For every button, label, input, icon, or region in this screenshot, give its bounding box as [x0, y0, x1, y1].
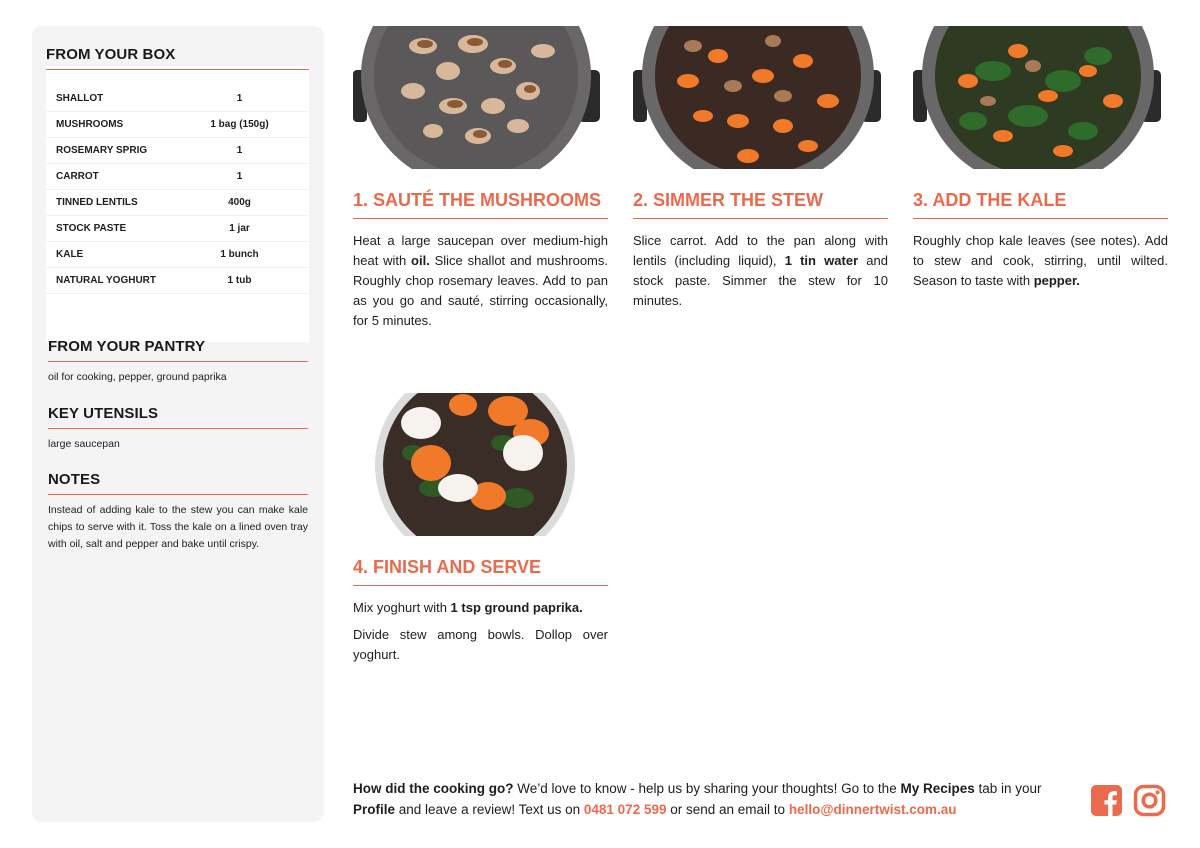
from-your-box-title-block — [46, 46, 309, 70]
ingredient-name: TINNED LENTILS — [56, 197, 138, 208]
ingredient-name: NATURAL YOGHURT — [56, 275, 156, 286]
ingredient-name: STOCK PASTE — [56, 223, 127, 234]
ingredient-row — [46, 164, 309, 190]
step-3-text — [913, 231, 1168, 291]
pantry-text: oil for cooking, pepper, ground paprika — [48, 371, 227, 383]
ingredient-name: CARROT — [56, 171, 99, 182]
ingredient-row — [46, 112, 309, 138]
step-text-run: Slice carrot. Add to the pan along with lentils (including liquid), — [633, 233, 888, 268]
footer-text: We’d love to know - help us by sharing your thoughts! Go to the — [513, 781, 901, 796]
ingredient-qty: 1 — [236, 145, 243, 156]
step-text-run: Mix yoghurt with — [353, 600, 451, 615]
footer-my-recipes: My Recipes — [900, 781, 975, 796]
step-text-run: Roughly chop kale leaves (see notes). Add to stew and cook, stirring, until wilted. Season to taste with — [913, 233, 1168, 288]
ingredient-qty: 1 — [236, 93, 243, 104]
ingredients-sidebar — [32, 26, 324, 822]
phone-link[interactable]: 0481 072 599 — [583, 802, 667, 817]
utensils-text: large saucepan — [48, 438, 120, 450]
step-4-title: 4. FINISH AND SERVE — [353, 557, 608, 586]
instagram-icon[interactable] — [1133, 784, 1166, 817]
step-2 — [633, 26, 888, 311]
email-link[interactable]: hello@dinnertwist.com.au — [788, 802, 957, 817]
step-3-title: 3. ADD THE KALE — [913, 190, 1168, 219]
step-4-text-2: Divide stew among bowls. Dollop over yoghurt. — [353, 627, 608, 662]
key-utensils-title: KEY UTENSILS — [48, 405, 308, 429]
step-text-bold: pepper. — [1033, 273, 1080, 288]
step-4 — [353, 393, 608, 665]
step-text-run: and stock paste. Simmer the stew for 10 minutes. — [633, 253, 888, 308]
footer-question: How did the cooking go? — [353, 781, 514, 796]
ingredient-qty: 1 — [236, 171, 243, 182]
from-your-pantry-title: FROM YOUR PANTRY — [48, 338, 308, 362]
step-1-text — [353, 231, 608, 331]
footer-text: and leave a review! Text us on — [395, 802, 584, 817]
footer-profile: Profile — [353, 802, 396, 817]
ingredient-name: MUSHROOMS — [56, 119, 124, 130]
step-text-run: Heat a large saucepan over medium-high heat with — [353, 233, 608, 268]
step-3-photo — [913, 26, 1168, 169]
step-1-title: 1. SAUTÉ THE MUSHROOMS — [353, 190, 608, 219]
step-text-bold: 1 tin water — [784, 253, 859, 268]
ingredient-qty: 400g — [228, 197, 251, 208]
feedback-footer — [353, 778, 1073, 820]
ingredient-qty: 1 bunch — [220, 249, 259, 260]
ingredient-row — [46, 86, 309, 112]
ingredient-row — [46, 242, 309, 268]
ingredient-qty: 1 tub — [227, 275, 252, 286]
step-2-title: 2. SIMMER THE STEW — [633, 190, 888, 219]
ingredient-row — [46, 138, 309, 164]
notes-title: NOTES — [48, 471, 308, 495]
footer-text: tab in your — [974, 781, 1042, 796]
step-1 — [353, 26, 608, 331]
facebook-icon[interactable] — [1090, 784, 1123, 817]
ingredient-row — [46, 268, 309, 294]
ingredient-name: ROSEMARY SPRIG — [56, 145, 148, 156]
from-your-box-table — [46, 84, 309, 322]
step-4-photo — [353, 393, 608, 536]
step-text-run: Slice shallot and mushrooms. Roughly chop rosemary leaves. Add to pan as you go and sauté, stirring occasionally, for 5 minutes. — [353, 253, 608, 328]
from-your-box-title: FROM YOUR BOX — [46, 46, 309, 70]
step-2-photo — [633, 26, 888, 169]
step-1-photo — [353, 26, 608, 169]
ingredient-name: SHALLOT — [56, 93, 104, 104]
step-text-bold: 1 tsp ground paprika. — [450, 600, 583, 615]
ingredient-qty: 1 bag (150g) — [210, 119, 269, 130]
ingredient-name: KALE — [56, 249, 84, 260]
notes-text: Instead of adding kale to the stew you can make kale chips to serve with it. Toss the kale on a lined oven tray with oil, salt and pepper and bake until crispy. — [48, 504, 308, 550]
from-your-pantry-section — [48, 338, 308, 386]
key-utensils-section — [48, 405, 308, 453]
ingredient-row — [46, 216, 309, 242]
ingredient-row — [46, 190, 309, 216]
footer-text: or send an email to — [666, 802, 789, 817]
step-3 — [913, 26, 1168, 291]
step-4-text-1 — [353, 598, 608, 618]
step-2-text — [633, 231, 888, 311]
step-text-bold: oil. — [411, 253, 430, 268]
notes-section — [48, 471, 308, 553]
ingredient-qty: 1 jar — [229, 223, 250, 234]
